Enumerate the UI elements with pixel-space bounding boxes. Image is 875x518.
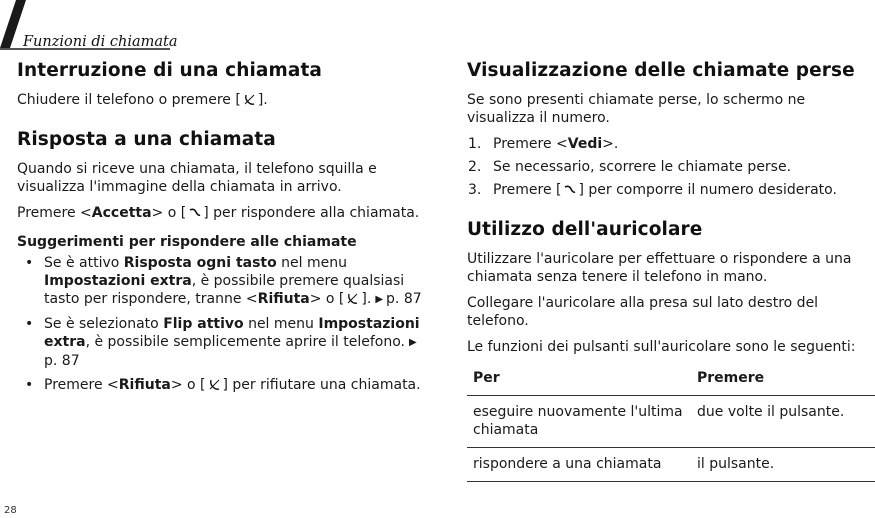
send-key-icon xyxy=(188,206,201,219)
header-title: Funzioni di chiamata xyxy=(23,34,178,50)
list-item: 3. Premere [ ] per comporre il numero desiderato. xyxy=(468,182,837,198)
section-title: Interruzione di una chiamata xyxy=(17,60,322,81)
table-header-row xyxy=(467,370,875,396)
right-column xyxy=(467,60,872,502)
list-item: • Se è selezionato Flip attivo nel menu Impostazioni extra, è possibile semplicemente aprire il telefono. ▶p. 87 xyxy=(25,316,420,369)
list-item: 2. Se necessario, scorrere le chiamate perse. xyxy=(468,159,792,175)
page-number: 28 xyxy=(4,505,17,516)
column-header: Per xyxy=(467,370,691,396)
table-cell: due volte il pulsante. xyxy=(691,396,875,448)
table-cell: il pulsante. xyxy=(691,448,875,482)
section-answer-call xyxy=(17,129,427,394)
section-headset xyxy=(467,219,872,482)
column-header: Premere xyxy=(691,370,875,396)
header-bar xyxy=(0,0,875,52)
tips-title: Suggerimenti per rispondere alle chiamate xyxy=(17,234,357,250)
table-row xyxy=(467,396,875,448)
list-item: 1. Premere <Vedi>. xyxy=(468,136,619,152)
paragraph: Quando si riceve una chiamata, il telefono squilla e visualizza l'immagine della chiamata in arrivo. xyxy=(17,161,377,195)
list-item: • Premere <Rifiuta> o [ ] per rifiutare una chiamata. xyxy=(25,377,421,393)
end-key-icon xyxy=(208,378,221,391)
paragraph: Collegare l'auricolare alla presa sul lato destro del telefono. xyxy=(467,295,819,329)
page-ref: p. 87 xyxy=(44,353,80,369)
paragraph: Premere <Accetta> o [ ] per rispondere alla chiamata. xyxy=(17,205,420,221)
page-ref: p. 87 xyxy=(386,291,422,307)
section-title: Utilizzo dell'auricolare xyxy=(467,219,703,240)
left-column xyxy=(17,60,427,414)
tips-list xyxy=(17,254,427,394)
steps-list xyxy=(467,135,872,199)
table-row xyxy=(467,448,875,482)
section-missed-calls xyxy=(467,60,872,199)
list-item: • Se è attivo Risposta ogni tasto nel menu Impostazioni extra, è possibile premere qualsiasi tasto per rispondere, tranne <Rifiuta> o [ ]. ▶ p. 87 xyxy=(25,255,422,307)
paragraph: Se sono presenti chiamate perse, lo schermo ne visualizza il numero. xyxy=(467,92,806,126)
page-ref-arrow-icon: ▶ xyxy=(375,294,384,305)
paragraph: Chiudere il telefono o premere [ ]. xyxy=(17,92,268,108)
send-key-icon xyxy=(563,183,576,196)
end-key-icon xyxy=(346,292,359,305)
section-end-call xyxy=(17,60,427,109)
section-title: Risposta a una chiamata xyxy=(17,129,276,150)
section-title: Visualizzazione delle chiamate perse xyxy=(467,60,855,81)
page-ref-arrow-icon: ▶ xyxy=(409,337,417,348)
paragraph: Le funzioni dei pulsanti sull'auricolare sono le seguenti: xyxy=(467,339,856,355)
paragraph: Utilizzare l'auricolare per effettuare o rispondere a una chiamata senza tenere il telefono in mano. xyxy=(467,251,852,285)
table-cell: rispondere a una chiamata xyxy=(467,448,691,482)
end-key-icon xyxy=(243,93,256,106)
headset-button-table xyxy=(467,370,875,482)
table-cell: eseguire nuovamente l'ultima chiamata xyxy=(467,396,691,448)
